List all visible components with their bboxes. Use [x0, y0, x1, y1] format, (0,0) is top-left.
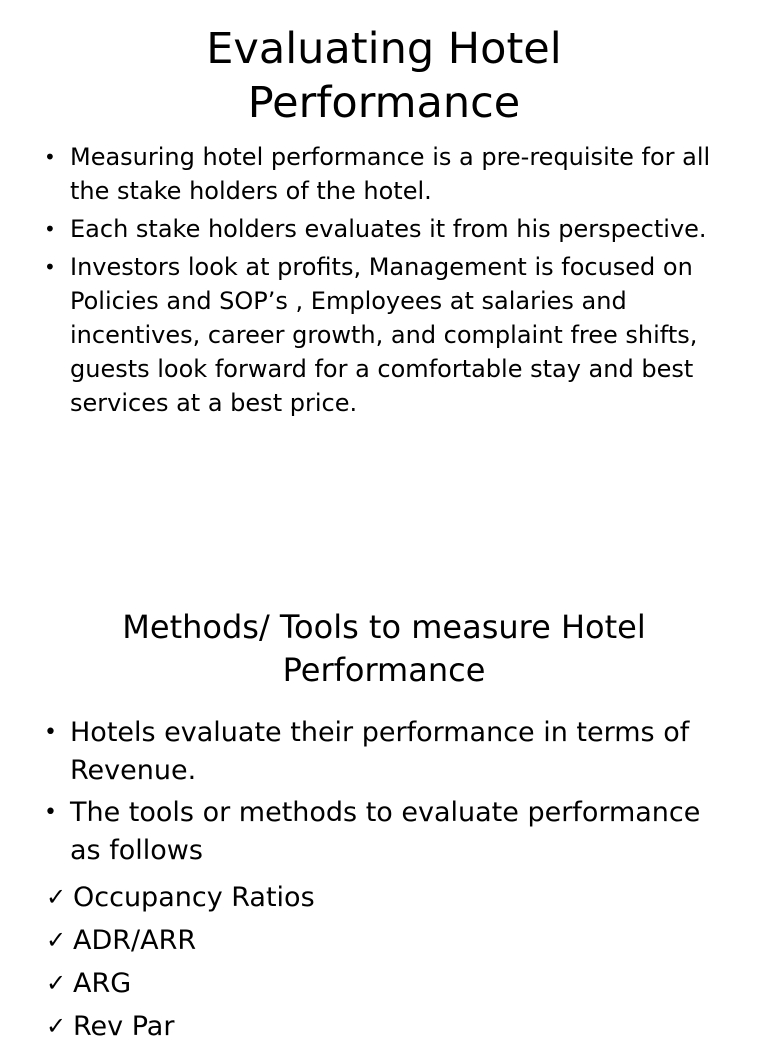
slide-title: [0, 22, 768, 130]
checkmark-icon: ✓: [46, 883, 67, 911]
checkmark-icon: ✓: [46, 969, 67, 997]
checkmark-icon: ✓: [46, 926, 67, 954]
checklist-item: [46, 962, 315, 1005]
bullet-icon: •: [44, 145, 56, 169]
slide-methods-tools: [0, 580, 768, 1042]
title-line-1: Methods/ Tools to measure Hotel: [122, 608, 646, 646]
bullet-text: The tools or methods to evaluate performance as follows: [70, 797, 701, 866]
slide-title: [0, 606, 768, 692]
list-item: [42, 140, 728, 208]
bullet-text: Hotels evaluate their performance in terms of Revenue.: [70, 717, 690, 786]
checklist-item: [46, 1005, 315, 1048]
bullet-list: [42, 140, 728, 424]
bullet-icon: •: [44, 255, 56, 279]
checklist: [46, 876, 315, 1048]
checklist-text: ADR/ARR: [73, 925, 197, 956]
checklist-item: [46, 919, 315, 962]
bullet-icon: •: [44, 800, 57, 825]
bullet-icon: •: [44, 217, 56, 241]
checklist-text: ARG: [73, 968, 132, 999]
checklist-item: [46, 876, 315, 919]
bullet-icon: •: [44, 720, 57, 745]
list-item: [42, 794, 728, 870]
list-item: [42, 714, 728, 790]
checkmark-icon: ✓: [46, 1012, 67, 1040]
bullet-text: Each stake holders evaluates it from his perspective.: [70, 215, 707, 243]
title-line-1: Evaluating Hotel: [206, 24, 562, 74]
bullet-text: Investors look at profits, Management is focused on Policies and SOP’s , Employees at salaries and incentives, career growth, and complaint free shifts, guests look forward for a comfortable stay and best services at a best price.: [70, 253, 698, 417]
list-item: [42, 250, 728, 420]
title-line-2: Performance: [247, 78, 521, 128]
list-item: [42, 212, 728, 246]
bullet-text: Measuring hotel performance is a pre-requisite for all the stake holders of the hotel.: [70, 143, 711, 205]
bullet-list: [42, 714, 728, 874]
checklist-text: Occupancy Ratios: [73, 882, 315, 913]
checklist-text: Rev Par: [73, 1011, 175, 1042]
title-line-2: Performance: [282, 651, 486, 689]
